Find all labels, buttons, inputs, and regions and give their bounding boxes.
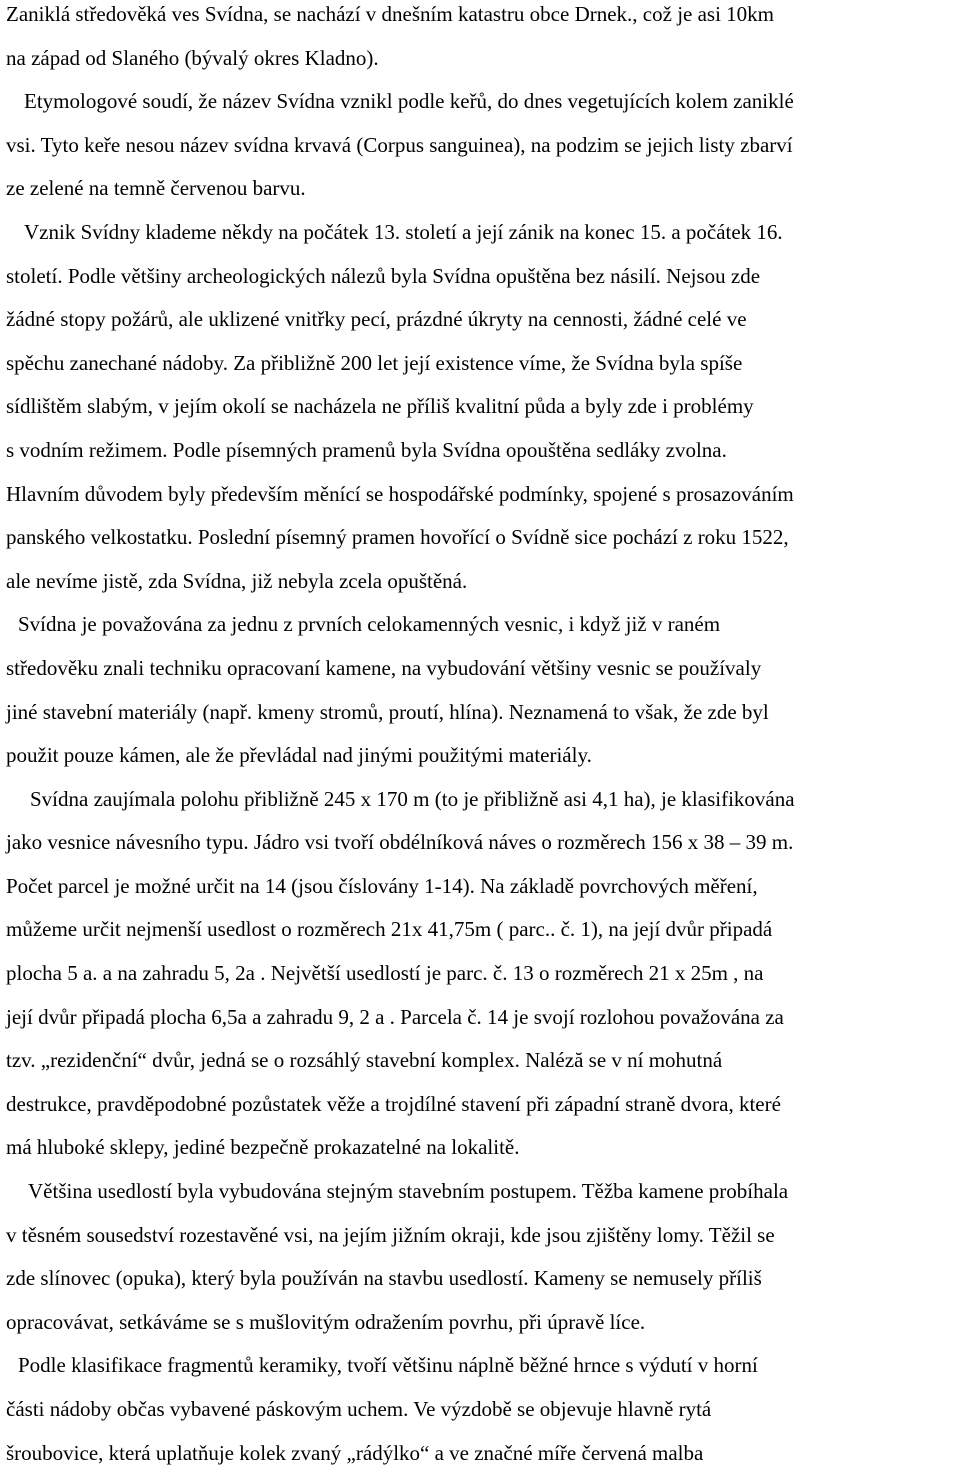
- text-line: zde slínovec (opuka), který byla používán na stavbu usedlostí. Kameny se nemusely příliš: [6, 1266, 762, 1291]
- text-line: Většina usedlostí byla vybudována stejným stavebním postupem. Těžba kamene probíhala: [28, 1179, 789, 1204]
- text-line: spěchu zanechané nádoby. Za přibližně 200 let její existence víme, že Svídna byla spíše: [6, 350, 743, 375]
- text-line: Podle klasifikace fragmentů keramiky, tvoří většinu náplně běžné hrnce s výdutí v horní: [18, 1353, 758, 1378]
- text-line: Počet parcel je možné určit na 14 (jsou číslovány 1-14). Na základě povrchových měření,: [6, 873, 758, 898]
- text-line: Svídna zaujímala polohu přibližně 245 x 170 m (to je přibližně asi 4,1 ha), je klasifikována: [30, 786, 795, 811]
- text-line: jako vesnice návesního typu. Jádro vsi tvoří obdélníková náves o rozměrech 156 x 38 – 39 m.: [6, 830, 794, 855]
- text-line: její dvůr připadá plocha 6,5a a zahradu 9, 2 a . Parcela č. 14 je svojí rozlohou považována za: [6, 1004, 784, 1029]
- text-line: Etymologové soudí, že název Svídna vznikl podle keřů, do dnes vegetujících kolem zaniklé: [24, 89, 794, 114]
- text-line: žádné stopy požárů, ale uklizené vnitřky pecí, prázdné úkryty na cennosti, žádné celé ve: [6, 307, 747, 332]
- text-line: jiné stavební materiály (např. kmeny stromů, proutí, hlína). Neznamená to však, že zde byl: [6, 699, 769, 724]
- text-line: Hlavním důvodem byly především měnící se hospodářské podmínky, spojené s prosazováním: [6, 481, 794, 506]
- text-line: v těsném sousedství rozestavěné vsi, na jejím jižním okraji, kde jsou zjištěny lomy. Těžil se: [6, 1222, 775, 1247]
- text-line: s vodním režimem. Podle písemných pramenů byla Svídna opouštěna sedláky zvolna.: [6, 437, 727, 462]
- text-line: vsi. Tyto keře nesou název svídna krvavá (Corpus sanguinea), na podzim se jejich listy zbarví: [6, 132, 793, 157]
- text-line: století. Podle většiny archeologických nálezů byla Svídna opuštěna bez násilí. Nejsou zde: [6, 263, 761, 288]
- text-line: Zaniklá středověká ves Svídna, se nachází v dnešním katastru obce Drnek., což je asi 10km: [6, 2, 775, 26]
- text-line: Svídna je považována za jednu z prvních celokamenných vesnic, i když již v raném: [18, 612, 721, 637]
- text-line: panského velkostatku. Poslední písemný pramen hovořící o Svídně sice pochází z roku 1522,: [6, 525, 789, 550]
- text-line: tzv. „rezidenční“ dvůr, jedná se o rozsáhlý stavební komplex. Naléză se v ní mohutná: [6, 1048, 723, 1073]
- text-line: ze zelené na temně červenou barvu.: [6, 176, 306, 201]
- text-line: středověku znali techniku opracovaní kamene, na vybudování většiny vesnic se používaly: [6, 655, 762, 680]
- text-line: destrukce, pravděpodobné pozůstatek věže a trojdílné stavení při západní straně dvora, které: [6, 1091, 781, 1116]
- text-line: na západ od Slaného (bývalý okres Kladno).: [6, 45, 379, 70]
- text-line: ale nevíme jistě, zda Svídna, již nebyla zcela opuštěná.: [6, 568, 468, 593]
- text-line: části nádoby občas vybavené páskovým uchem. Ve výzdobě se objevuje hlavně rytá: [6, 1397, 712, 1421]
- text-line: sídlištěm slabým, v jejím okolí se nacházela ne příliš kvalitní půda a byly zde i problémy: [6, 394, 754, 419]
- text-line: můžeme určit nejmenší usedlost o rozměrech 21x 41,75m ( parc.. č. 1), na její dvůr připadá: [6, 917, 773, 942]
- text-line: má hluboké sklepy, jediné bezpečně prokazatelné na lokalitě.: [6, 1135, 520, 1160]
- text-line: Vznik Svídny klademe někdy na počátek 13. století a její zánik na konec 15. a počátek 16.: [24, 219, 783, 244]
- text-line: opracovávat, setkáváme se s mušlovitým odražením povrhu, při úpravě líce.: [6, 1309, 646, 1334]
- text-line: plocha 5 a. a na zahradu 5, 2a . Největší usedlostí je parc. č. 13 o rozměrech 21 x 25m , na: [6, 961, 764, 986]
- text-line: šroubovice, která uplatňuje kolek zvaný „rádýlko“ a ve značné míře červená malba: [6, 1440, 704, 1465]
- text-line: použit pouze kámen, ale že převládal nad jinými použitými materiály.: [6, 743, 592, 768]
